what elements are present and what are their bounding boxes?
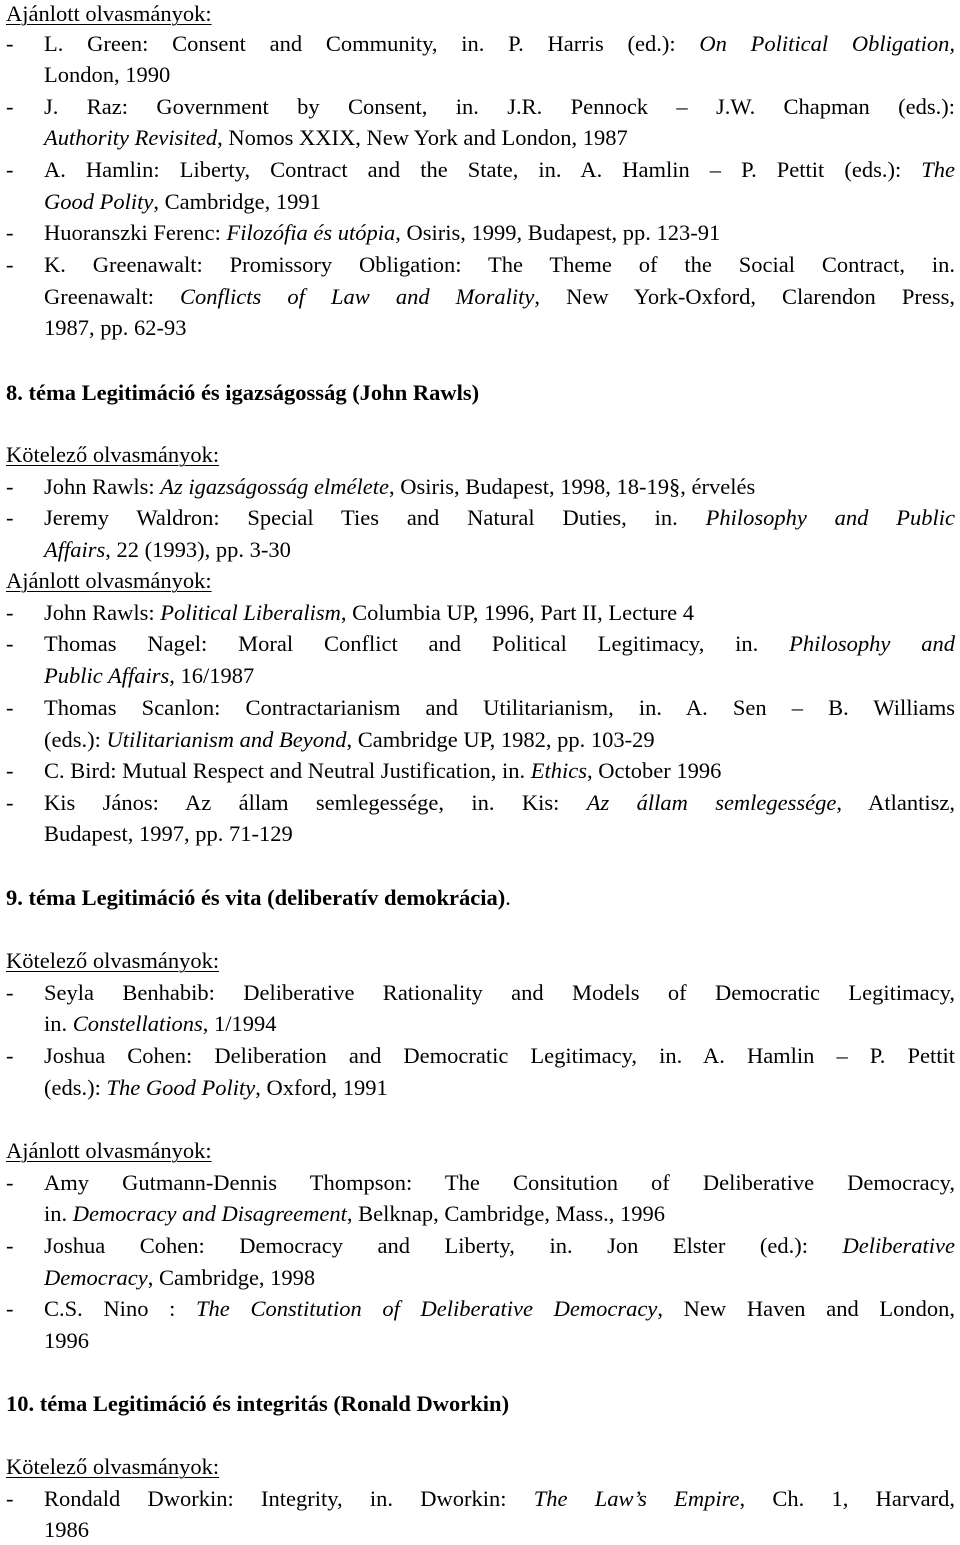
reference-entry-continuation — [44, 1198, 665, 1229]
required-readings-label: Kötelező olvasmányok: — [6, 442, 220, 467]
text-run: 1986 — [44, 1517, 89, 1542]
text-run: , 22 (1993), pp. 3-30 — [105, 537, 291, 562]
list-bullet-dash: - — [6, 1233, 14, 1258]
text-run: Kis János: Az állam semlegessége, in. Kis: — [44, 790, 587, 815]
reference-entry-continuation — [44, 724, 655, 755]
reference-entry-continuation — [44, 281, 955, 312]
text-run: , Belknap, Cambridge, Mass., 1996 — [346, 1201, 665, 1226]
list-bullet-dash: - — [6, 790, 14, 815]
reference-entry-continuation — [44, 186, 321, 217]
text-run: C.S. Nino : — [44, 1296, 197, 1321]
text-run: , Nomos XXIX, New York and London, 1987 — [217, 125, 628, 150]
reference-entry — [44, 1230, 955, 1261]
reference-entry-continuation — [44, 122, 628, 153]
text-run: , Oxford, 1991 — [255, 1075, 388, 1100]
reference-entry-continuation — [44, 1262, 315, 1293]
text-run: John Rawls: — [44, 474, 161, 499]
text-run: Huoranszki Ferenc: — [44, 220, 227, 245]
text-run: , Osiris, Budapest, 1998, 18-19§, érvelés — [389, 474, 756, 499]
text-run: 16/1987 — [174, 663, 255, 688]
section-heading — [6, 377, 479, 408]
italic-title-run: Deliberative — [842, 1233, 955, 1258]
italic-title-run: Conflicts of Law and Morality — [180, 284, 535, 309]
recommended-readings-label: Ajánlott olvasmányok: — [6, 1, 212, 26]
italic-title-run: Utilitarianism and Beyond — [106, 727, 347, 752]
text-run: Thomas Scanlon: Contractarianism and Utilitarianism, in. A. Sen – B. Williams — [44, 695, 955, 720]
text-run: Greenawalt: — [44, 284, 181, 309]
text-run: 1996 — [44, 1328, 89, 1353]
text-run: Amy Gutmann-Dennis Thompson: The Consitution of Deliberative Democracy, — [44, 1170, 955, 1195]
text-run: , Osiris, 1999, Budapest, pp. 123-91 — [395, 220, 721, 245]
italic-title-run: Political Liberalism — [160, 600, 341, 625]
text-run: , New York-Oxford, Clarendon Press, — [534, 284, 955, 309]
italic-title-run: Constellations — [72, 1011, 203, 1036]
reference-entry — [44, 1293, 955, 1324]
required-readings-label: Kötelező olvasmányok: — [6, 1454, 220, 1479]
text-run: in. — [44, 1011, 73, 1036]
list-bullet-dash: - — [6, 505, 14, 530]
italic-title-run: Az állam semlegessége — [586, 790, 837, 815]
italic-title-run: The Constitution of Deliberative Democracy — [196, 1296, 658, 1321]
text-run: , Ch. 1, Harvard, — [739, 1486, 955, 1511]
text-run: , Cambridge UP, 1982, pp. 103-29 — [346, 727, 655, 752]
italic-title-run: Filozófia és utópia — [226, 220, 396, 245]
reference-entry-continuation — [44, 312, 187, 343]
list-bullet-dash: - — [6, 220, 14, 245]
italic-title-run: The — [921, 157, 955, 182]
italic-title-run: Good Polity — [44, 189, 154, 214]
list-bullet-dash: - — [6, 252, 14, 277]
list-bullet-dash: - — [6, 600, 14, 625]
text-run: J. Raz: Government by Consent, in. J.R. Pennock – J.W. Chapman (eds.): — [44, 94, 955, 119]
reference-entry — [44, 787, 955, 818]
list-bullet-dash: - — [6, 94, 14, 119]
italic-title-run: Democracy — [44, 1265, 148, 1290]
italic-title-run: On Political Obligation, — [699, 31, 955, 56]
reference-entry — [44, 755, 721, 786]
italic-title-run: Az igazságosság elmélete — [160, 474, 389, 499]
list-bullet-dash: - — [6, 1296, 14, 1321]
reference-entry — [44, 597, 694, 628]
text-run: L. Green: Consent and Community, in. P. Harris (ed.): — [44, 31, 700, 56]
list-bullet-dash: - — [6, 474, 14, 499]
text-run: (eds.): — [44, 727, 107, 752]
reference-entry — [44, 1483, 955, 1514]
text-run: 1987, pp. 62-93 — [44, 315, 187, 340]
text-run: Budapest, 1997, pp. 71-129 — [44, 821, 293, 846]
text-run: Jeremy Waldron: Special Ties and Natural Duties, in. — [44, 505, 706, 530]
list-bullet-dash: - — [6, 980, 14, 1005]
text-run: , Atlantisz, — [836, 790, 955, 815]
list-bullet-dash: - — [6, 631, 14, 656]
text-run: (eds.): — [44, 1075, 107, 1100]
section-heading-suffix: . — [505, 885, 511, 910]
text-run: Joshua Cohen: Democracy and Liberty, in. Jon Elster (ed.): — [44, 1233, 843, 1258]
section-heading-title: 8. téma Legitimáció és igazságosság (John Rawls) — [6, 380, 480, 405]
list-bullet-dash: - — [6, 1486, 14, 1511]
reference-entry-continuation — [44, 1072, 388, 1103]
reference-entry — [44, 628, 955, 659]
reference-entry — [44, 249, 955, 280]
reference-entry — [44, 471, 755, 502]
text-run: , Cambridge, 1998 — [147, 1265, 316, 1290]
reference-entry — [44, 1167, 955, 1198]
recommended-readings-label: Ajánlott olvasmányok: — [6, 1138, 212, 1163]
text-run: John Rawls: — [44, 600, 161, 625]
reference-entry-continuation — [44, 1008, 277, 1039]
italic-title-run: Affairs — [44, 537, 106, 562]
reference-entry — [44, 28, 955, 59]
list-bullet-dash: - — [6, 758, 14, 783]
reference-entry — [44, 692, 955, 723]
reference-entry-continuation — [44, 1325, 89, 1356]
reference-entry-continuation — [44, 59, 170, 90]
reference-entry-continuation — [44, 534, 291, 565]
text-run: London, 1990 — [44, 62, 171, 87]
text-run: , Cambridge, 1991 — [153, 189, 321, 214]
reference-entry-continuation — [44, 818, 293, 849]
italic-title-run: Philosophy and Public — [705, 505, 955, 530]
text-run: , Columbia UP, 1996, Part II, Lecture 4 — [340, 600, 694, 625]
list-bullet-dash: - — [6, 31, 14, 56]
text-run: Thomas Nagel: Moral Conflict and Political Legitimacy, in. — [44, 631, 790, 656]
text-run: A. Hamlin: Liberty, Contract and the State, in. A. Hamlin – P. Pettit (eds.): — [44, 157, 922, 182]
list-bullet-dash: - — [6, 1170, 14, 1195]
text-run: Joshua Cohen: Deliberation and Democratic Legitimacy, in. A. Hamlin – P. Pettit — [44, 1043, 955, 1068]
reference-entry — [44, 1040, 955, 1071]
list-bullet-dash: - — [6, 1043, 14, 1068]
italic-title-run: Ethics — [530, 758, 588, 783]
list-bullet-dash: - — [6, 157, 14, 182]
italic-title-run: Democracy and Disagreement — [72, 1201, 347, 1226]
reference-entry — [44, 91, 955, 122]
italic-title-run: The Good Polity — [106, 1075, 256, 1100]
reference-entry — [44, 977, 955, 1008]
text-run: Seyla Benhabib: Deliberative Rationality and Models of Democratic Legitimacy, — [44, 980, 955, 1005]
reference-entry — [44, 502, 955, 533]
text-run: , New Haven and London, — [657, 1296, 955, 1321]
italic-title-run: Public Affairs, — [44, 663, 175, 688]
section-heading — [6, 882, 511, 913]
text-run: C. Bird: Mutual Respect and Neutral Justification, in. — [44, 758, 531, 783]
required-readings-label: Kötelező olvasmányok: — [6, 948, 220, 973]
recommended-readings-label: Ajánlott olvasmányok: — [6, 568, 212, 593]
reference-entry-continuation — [44, 660, 254, 691]
text-run: in. — [44, 1201, 73, 1226]
reference-entry — [44, 154, 955, 185]
section-heading — [6, 1388, 509, 1419]
text-run: K. Greenawalt: Promissory Obligation: The Theme of the Social Contract, in. — [44, 252, 955, 277]
section-heading-title: 9. téma Legitimáció és vita (deliberatív demokrácia) — [6, 885, 506, 910]
italic-title-run: Philosophy and — [789, 631, 955, 656]
section-heading-title: 10. téma Legitimáció és integritás (Ronald Dworkin) — [6, 1391, 510, 1416]
reference-entry-continuation — [44, 1514, 89, 1545]
italic-title-run: Authority Revisited — [44, 125, 218, 150]
text-run: , 1/1994 — [202, 1011, 277, 1036]
reference-entry — [44, 217, 720, 248]
text-run: Rondald Dworkin: Integrity, in. Dworkin: — [44, 1486, 534, 1511]
italic-title-run: The Law’s Empire — [533, 1486, 740, 1511]
list-bullet-dash: - — [6, 695, 14, 720]
text-run: , October 1996 — [587, 758, 722, 783]
